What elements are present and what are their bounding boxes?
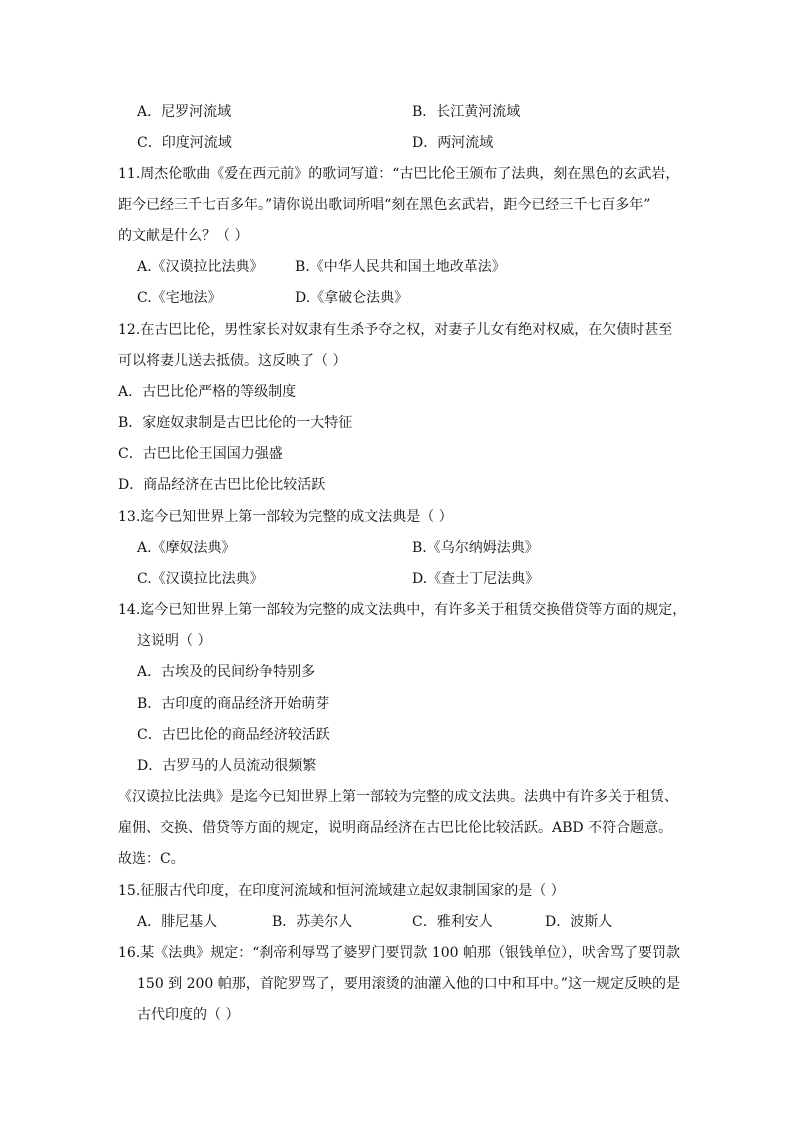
q14-option-d: D．古罗马的人员流动很频繁 [137, 758, 317, 774]
q15-option-c: C．雅利安人 [412, 914, 493, 930]
q13-option-b: B.《乌尔纳姆法典》 [412, 540, 539, 556]
q14-answer: 故选：C。 [118, 851, 185, 867]
q14-stem-line-2: 这说明（ ） [137, 633, 212, 649]
q10-option-d: D．两河流域 [412, 135, 494, 151]
q10-option-a: A．尼罗河流域 [137, 104, 232, 120]
q11-option-b: B.《中华人民共和国土地改革法》 [295, 259, 506, 275]
q12-stem-line-2: 可以将妻儿送去抵债。这反映了（ ） [118, 353, 347, 369]
q12-option-a: A．古巴比伦严格的等级制度 [118, 384, 297, 400]
q11-option-c: C.《宅地法》 [137, 290, 222, 306]
q10-option-b: B．长江黄河流域 [412, 104, 521, 120]
q13-stem: 13.迄今已知世界上第一部较为完整的成文法典是（ ） [118, 509, 453, 525]
q14-option-a: A．古埃及的民间纷争特别多 [137, 664, 316, 680]
q13-option-a: A.《摩奴法典》 [137, 540, 236, 556]
q12-stem-line-1: 12.在古巴比伦，男性家长对奴隶有生杀予夺之权，对妻子儿女有绝对权威，在欠债时甚至 [118, 322, 673, 338]
q10-option-c: C．印度河流域 [137, 135, 232, 151]
q15-option-b: B．苏美尔人 [272, 914, 353, 930]
q13-option-d: D.《查士丁尼法典》 [412, 571, 540, 587]
q13-option-c: C.《汉谟拉比法典》 [137, 571, 264, 587]
q15-stem: 15.征服古代印度，在印度河流域和恒河流域建立起奴隶制国家的是（ ） [118, 883, 565, 899]
q11-stem-line-2: 距今已经三千七百多年。”请你说出歌词所唱“刻在黑色玄武岩，距今已经三千七百多年” [118, 197, 651, 213]
q14-option-c: C．古巴比伦的商品经济较活跃 [137, 727, 330, 743]
q12-option-b: B．家庭奴隶制是古巴比伦的一大特征 [118, 415, 353, 431]
q15-option-d: D．波斯人 [545, 914, 613, 930]
q12-option-c: C．古巴比伦王国国力强盛 [118, 446, 283, 462]
q12-option-d: D．商品经济在古巴比伦比较活跃 [118, 477, 326, 493]
q16-stem-line-3: 古代印度的（ ） [137, 1007, 240, 1023]
q15-option-a: A．腓尼基人 [137, 914, 218, 930]
q11-stem-line-3: 的文献是什么？（ ） [118, 228, 249, 244]
q11-option-d: D.《拿破仑法典》 [295, 290, 409, 306]
q11-option-a: A.《汉谟拉比法典》 [137, 259, 264, 275]
q14-explanation-line-1: 《汉谟拉比法典》是迄今已知世界上第一部较为完整的成文法典。法典中有许多关于租赁、 [118, 789, 678, 805]
q16-stem-line-1: 16.某《法典》规定：“刹帝利辱骂了婆罗门要罚款 100 帕那（银钱单位），吠舍骂了要罚款 [118, 945, 681, 961]
q14-explanation-line-2: 雇佣、交换、借贷等方面的规定，说明商品经济在古巴比伦比较活跃。ABD 不符合题意。 [118, 820, 673, 836]
q16-stem-line-2: 150 到 200 帕那，首陀罗骂了，要用滚烫的油灌入他的口中和耳中。”这一规定反映的是 [137, 976, 680, 992]
q14-option-b: B．古印度的商品经济开始萌芽 [137, 696, 330, 712]
q11-stem-line-1: 11.周杰伦歌曲《爱在西元前》的歌词写道：“古巴比伦王颁布了法典，刻在黑色的玄武岩， [118, 166, 680, 182]
q14-stem-line-1: 14.迄今已知世界上第一部较为完整的成文法典中，有许多关于租赁交换借贷等方面的规定， [118, 602, 687, 618]
